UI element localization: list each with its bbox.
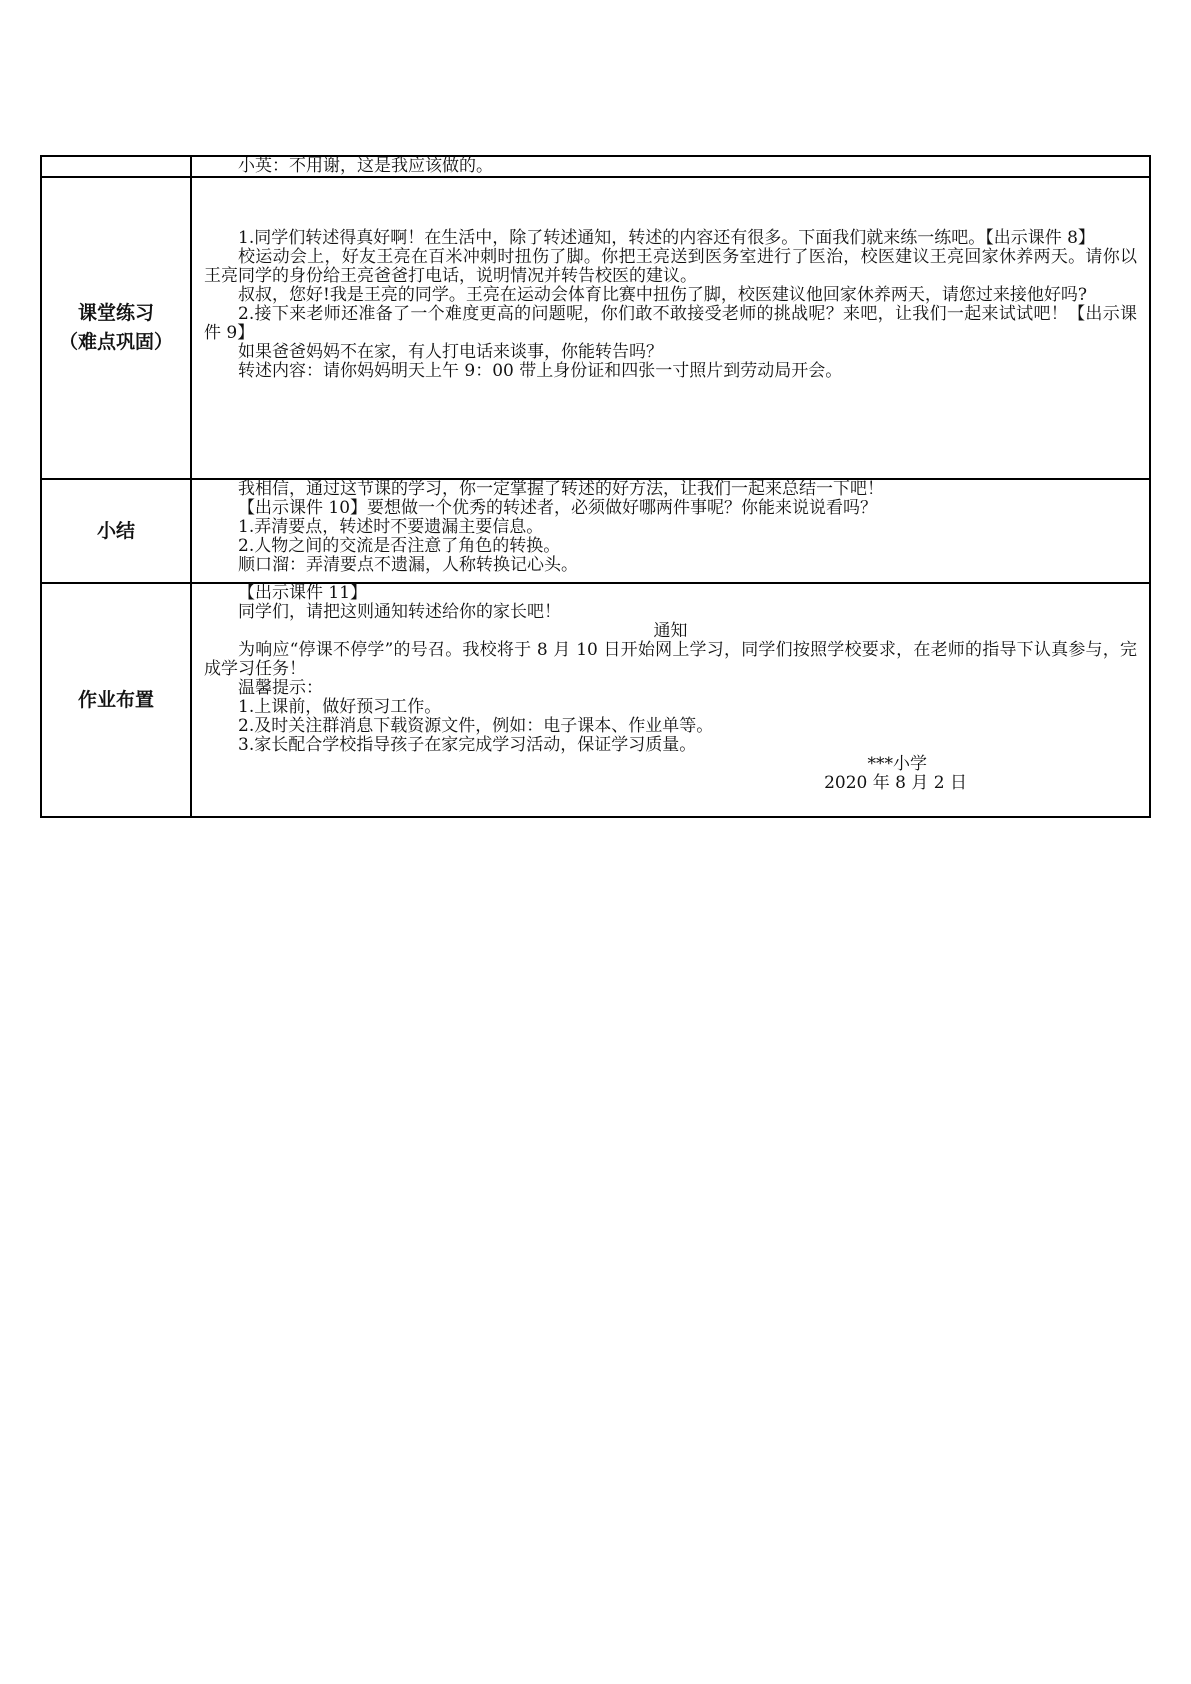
table-row-practice [41, 177, 1150, 479]
label-line: （难点巩固） [58, 331, 173, 353]
paragraph: 2.人物之间的交流是否注意了角色的转换。 [238, 536, 561, 556]
paragraph: 同学们，请把这则通知转述给你的家长吧！ [238, 602, 561, 622]
paragraph: 2.接下来老师还准备了一个难度更高的问题呢，你们敢不敢接受老师的挑战呢？来吧，让我们一起来试试吧！【出示课件 9】 [204, 304, 1137, 343]
row-content-dialogue [191, 156, 1150, 177]
paragraph: 小英：不用谢，这是我应该做的。 [238, 156, 493, 176]
paragraph: 【出示课件 11】 [238, 583, 368, 603]
label-line: 作业布置 [77, 688, 154, 711]
paragraph: 【出示课件 10】要想做一个优秀的转述者，必须做好哪两件事呢？你能来说说看吗？ [238, 498, 878, 518]
label-line: 课堂练习 [77, 302, 154, 324]
row-label-practice [41, 177, 191, 479]
paragraph: 校运动会上，好友王亮在百米冲刺时扭伤了脚。你把王亮送到医务室进行了医治，校医建议王亮回家休养两天。请你以王亮同学的身份给王亮爸爸打电话，说明情况并转告校医的建议。 [204, 247, 1137, 286]
paragraph: 如果爸爸妈妈不在家，有人打电话来谈事，你能转告吗？ [238, 342, 663, 362]
paragraph: 1.弄清要点，转述时不要遗漏主要信息。 [238, 517, 544, 537]
paragraph: 顺口溜：弄清要点不遗漏，人称转换记心头。 [238, 555, 578, 575]
row-content-practice [191, 177, 1150, 479]
paragraph: 我相信，通过这节课的学习，你一定掌握了转述的好方法，让我们一起来总结一下吧！ [238, 479, 884, 499]
table-row-homework [41, 583, 1150, 817]
paragraph: 转述内容：请你妈妈明天上午 9：00 带上身份证和四张一寸照片到劳动局开会。 [238, 361, 843, 381]
paragraph: 叔叔，您好!我是王亮的同学。王亮在运动会体育比赛中扭伤了脚，校医建议他回家休养两天，请您过来接他好吗? [238, 285, 1087, 305]
notice-paragraph: 为响应“停课不停学”的号召。我校将于 8 月 10 日开始网上学习，同学们按照学校要求，在老师的指导下认真参与，完成学习任务！ [204, 640, 1137, 679]
notice-date: 2020 年 8 月 2 日 [824, 773, 967, 793]
notice-paragraph: 温馨提示： [238, 678, 323, 698]
label-line: 小结 [96, 519, 135, 542]
table-row-summary [41, 479, 1150, 583]
row-label-homework [41, 583, 191, 817]
notice-paragraph: 1.上课前，做好预习工作。 [238, 697, 442, 717]
paragraph: 1.同学们转述得真好啊！在生活中，除了转述通知，转述的内容还有很多。下面我们就来练一练吧。【出示课件 8】 [238, 228, 1095, 248]
row-content-summary [191, 479, 1150, 583]
row-content-homework [191, 583, 1150, 817]
notice-paragraph: 3.家长配合学校指导孩子在家完成学习活动，保证学习质量。 [238, 735, 697, 755]
notice-title: 通知 [653, 621, 688, 641]
lesson-plan-table [40, 155, 1151, 818]
row-label-summary [41, 479, 191, 583]
notice-signature: ***小学 [867, 754, 927, 774]
table-row-dialogue [41, 156, 1150, 177]
notice-paragraph: 2.及时关注群消息下载资源文件，例如：电子课本、作业单等。 [238, 716, 714, 736]
row-label-empty [41, 156, 191, 177]
